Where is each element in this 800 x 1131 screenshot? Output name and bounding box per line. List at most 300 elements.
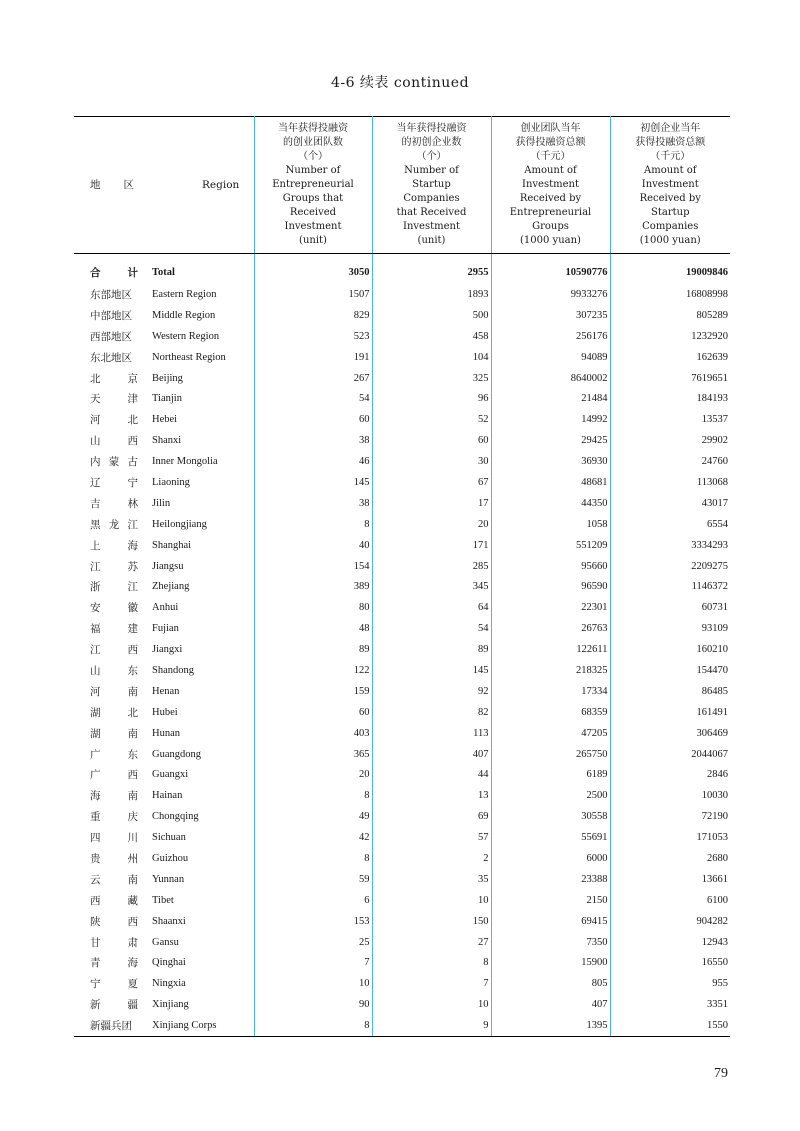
- region-name-zh-char: 北: [90, 372, 101, 385]
- region-name-zh-char: 辽: [90, 476, 101, 489]
- startups-count-cell: 2955: [372, 254, 491, 285]
- startups-count-cell: 8: [372, 953, 491, 974]
- col3-header-en: Investment: [522, 179, 579, 190]
- region-name-zh-char: 广: [90, 769, 101, 782]
- region-name-en: Jilin: [152, 497, 171, 509]
- region-cell: [74, 493, 254, 514]
- region-name-zh-char: 北: [127, 414, 138, 427]
- region-name-zh-char: 西部地区: [90, 330, 132, 343]
- region-name-zh-char: 海: [90, 790, 101, 803]
- region-name-zh-char: 湖: [90, 727, 101, 740]
- groups-amount-cell: 22301: [491, 597, 610, 618]
- groups-count-cell: 25: [254, 932, 372, 953]
- groups-count-cell: 59: [254, 869, 372, 890]
- groups-count-cell: 49: [254, 806, 372, 827]
- region-cell: [74, 660, 254, 681]
- region-name-zh: [74, 454, 138, 469]
- startups-amount-cell: 162639: [696, 351, 728, 363]
- region-name-zh-char: 湖: [90, 706, 101, 719]
- startups-amount-cell: 12943: [701, 936, 728, 948]
- startups-amount-cell: 6100: [707, 894, 728, 906]
- table-row: [74, 284, 730, 305]
- table-row: [74, 347, 730, 368]
- col4-header-en: Amount of: [643, 165, 697, 176]
- col4-header-zh3: （千元）: [650, 151, 691, 162]
- region-name-en: Liaoning: [152, 476, 190, 488]
- startups-amount-cell: 154470: [696, 664, 728, 676]
- region-cell: [74, 639, 254, 660]
- startups-count-cell: 89: [372, 639, 491, 660]
- col3-header-en: Entrepreneurial: [509, 207, 592, 218]
- region-name-zh-char: 京: [127, 372, 138, 385]
- groups-amount-cell: 21484: [491, 388, 610, 409]
- groups-amount-cell: 6000: [491, 848, 610, 869]
- groups-amount-cell: 36930: [491, 451, 610, 472]
- groups-count-cell: 389: [254, 576, 372, 597]
- col3-header-en: Amount of: [524, 165, 577, 176]
- region-name-en: Shandong: [152, 664, 194, 676]
- startups-amount-cell: 1146372: [691, 581, 728, 593]
- startups-count-cell: 10: [372, 890, 491, 911]
- col1-header-zh2: 的创业团队数: [283, 137, 343, 148]
- region-name-zh-char: 林: [127, 497, 138, 510]
- col2-header-en: Investment: [403, 221, 460, 232]
- col2-header-en: Startup: [412, 179, 451, 190]
- groups-count-cell: 10: [254, 973, 372, 994]
- region-name-zh: [74, 830, 138, 845]
- region-name-zh-char: 州: [127, 852, 138, 865]
- region-name-zh: [74, 600, 138, 615]
- region-name-zh: [74, 517, 138, 532]
- groups-amount-cell: 23388: [491, 869, 610, 890]
- col3-header-zh3: （千元）: [530, 151, 571, 162]
- col1-header-en: Groups that: [282, 193, 344, 204]
- startups-count-cell: 17: [372, 493, 491, 514]
- startups-count-cell: 458: [372, 326, 491, 347]
- region-name-en: Jiangsu: [152, 560, 184, 572]
- startups-amount-cell: 24760: [701, 456, 728, 468]
- groups-count-cell: 38: [254, 430, 372, 451]
- table-row: [74, 493, 730, 514]
- startups-amount-cell: 160210: [696, 644, 728, 656]
- startups-amount-cell: 10030: [701, 790, 728, 802]
- region-name-zh-char: 甘: [90, 936, 101, 949]
- region-name-zh-char: 龙: [108, 518, 120, 531]
- region-name-zh-char: 蒙: [108, 456, 120, 469]
- region-name-zh: [74, 579, 138, 594]
- region-name-zh-char: 东: [127, 748, 138, 761]
- region-name-en: Gansu: [152, 936, 179, 948]
- region-name-zh: [74, 1018, 138, 1033]
- region-name-zh: [74, 684, 138, 699]
- startups-count-cell: 30: [372, 451, 491, 472]
- groups-count-cell: 40: [254, 535, 372, 556]
- region-cell: [74, 785, 254, 806]
- table-row: [74, 848, 730, 869]
- region-name-zh: [74, 475, 138, 490]
- region-header-zh-2: 区: [123, 179, 134, 191]
- region-name-zh-char: 庆: [127, 811, 138, 824]
- table-row: [74, 451, 730, 472]
- region-name-zh: [74, 872, 138, 887]
- region-name-zh-char: 宁: [127, 476, 138, 489]
- groups-count-cell: 8: [254, 848, 372, 869]
- table-row: [74, 827, 730, 848]
- statistics-table-container: [74, 116, 730, 1037]
- region-header-zh-1: 地: [90, 179, 101, 191]
- startups-count-cell: 67: [372, 472, 491, 493]
- region-name-zh-char: 吉: [90, 497, 101, 510]
- region-cell: [74, 535, 254, 556]
- table-row: [74, 723, 730, 744]
- region-cell: [74, 953, 254, 974]
- groups-count-cell: 89: [254, 639, 372, 660]
- region-name-zh-char: 西: [90, 894, 101, 907]
- region-name-zh-char: 新: [90, 999, 101, 1012]
- groups-amount-cell: 9933276: [491, 284, 610, 305]
- region-name-zh: [74, 726, 138, 741]
- groups-amount-cell: 805: [491, 973, 610, 994]
- groups-amount-cell: 48681: [491, 472, 610, 493]
- table-row: [74, 556, 730, 577]
- groups-amount-cell: 17334: [491, 681, 610, 702]
- startups-amount-cell: 86485: [701, 685, 728, 697]
- col4-header-en: Companies: [642, 221, 699, 232]
- groups-count-cell: 267: [254, 368, 372, 389]
- region-name-zh: [74, 265, 138, 280]
- startups-amount-cell: 2209275: [691, 560, 728, 572]
- table-row: [74, 890, 730, 911]
- region-cell: [74, 254, 254, 285]
- region-name-zh: [74, 412, 138, 427]
- startups-amount-cell: 184193: [696, 393, 728, 405]
- col2-header-en: (unit): [417, 235, 446, 246]
- region-cell: [74, 994, 254, 1015]
- table-row: [74, 368, 730, 389]
- table-row: [74, 618, 730, 639]
- region-name-zh-char: 南: [127, 685, 138, 698]
- startups-amount-cell: 1550: [610, 1015, 730, 1036]
- groups-count-cell: 80: [254, 597, 372, 618]
- groups-count-cell: 38: [254, 493, 372, 514]
- region-cell: [74, 368, 254, 389]
- groups-amount-cell: 1395: [491, 1015, 610, 1036]
- groups-amount-cell: 218325: [491, 660, 610, 681]
- startups-amount-cell: 72190: [701, 811, 728, 823]
- groups-amount-cell: 26763: [491, 618, 610, 639]
- groups-amount-cell: 265750: [491, 744, 610, 765]
- startups-amount-cell: 7619651: [691, 372, 728, 384]
- region-cell: [74, 1015, 254, 1036]
- table-row: [74, 326, 730, 347]
- table-row: [74, 702, 730, 723]
- region-cell: [74, 744, 254, 765]
- region-cell: [74, 890, 254, 911]
- col4-header-zh2: 获得投融资总额: [635, 137, 706, 148]
- region-name-en: Heilongjiang: [152, 518, 207, 530]
- groups-count-cell: 7: [254, 953, 372, 974]
- region-name-en: Northeast Region: [152, 351, 226, 363]
- startups-count-cell: 171: [372, 535, 491, 556]
- region-column-header: [74, 117, 254, 254]
- region-name-zh: [74, 663, 138, 678]
- col2-header-zh2: 的初创企业数: [401, 137, 462, 148]
- region-cell: [74, 284, 254, 305]
- region-cell: [74, 576, 254, 597]
- region-name-zh-char: 江: [127, 518, 138, 531]
- startups-count-cell: 104: [372, 347, 491, 368]
- table-row: [74, 869, 730, 890]
- region-cell: [74, 451, 254, 472]
- col3-header-en: (1000 yuan): [520, 235, 581, 246]
- region-cell: [74, 932, 254, 953]
- groups-amount-cell: 7350: [491, 932, 610, 953]
- region-name-en: Tibet: [152, 894, 174, 906]
- region-name-zh-char: 四: [90, 832, 101, 845]
- col3-header-en: Groups: [532, 221, 569, 232]
- table-row: [74, 597, 730, 618]
- groups-count-cell: 90: [254, 994, 372, 1015]
- table-row: [74, 409, 730, 430]
- region-name-zh-char: 东: [127, 664, 138, 677]
- region-cell: [74, 848, 254, 869]
- region-name-zh-char: 津: [127, 393, 138, 406]
- table-row: [74, 932, 730, 953]
- startups-amount-cell: 2846: [707, 769, 728, 781]
- region-name-zh-char: 重: [90, 811, 101, 824]
- col3-header-zh2: 获得投融资总额: [515, 137, 586, 148]
- region-name-zh-char: 西: [127, 915, 138, 928]
- region-name-zh-char: 贵: [90, 852, 101, 865]
- region-cell: [74, 388, 254, 409]
- col1-header-en: (unit): [299, 235, 327, 246]
- region-name-zh: [74, 559, 138, 574]
- region-name-en: Middle Region: [152, 309, 216, 321]
- table-row: [74, 806, 730, 827]
- region-name-zh-char: 河: [90, 414, 101, 427]
- startups-amount-cell: 161491: [696, 706, 728, 718]
- table-row: [74, 430, 730, 451]
- groups-amount-cell: 29425: [491, 430, 610, 451]
- table-row: [74, 744, 730, 765]
- groups-amount-cell: 1058: [491, 514, 610, 535]
- groups-amount-cell: 55691: [491, 827, 610, 848]
- region-name-en: Sichuan: [152, 832, 186, 844]
- groups-amount-cell: 307235: [491, 305, 610, 326]
- startups-amount-cell: 955: [712, 978, 728, 990]
- groups-amount-cell: 44350: [491, 493, 610, 514]
- col-header-groups-count: [254, 117, 372, 254]
- groups-count-cell: 159: [254, 681, 372, 702]
- table-row: [74, 994, 730, 1015]
- region-name-zh-char: 东北地区: [90, 351, 132, 364]
- region-name-zh: [74, 391, 138, 406]
- col2-header-en: Number of: [404, 165, 459, 176]
- col2-header-en: Companies: [403, 193, 460, 204]
- table-row: [74, 681, 730, 702]
- col-header-groups-amount: [491, 117, 610, 254]
- groups-count-cell: 60: [254, 702, 372, 723]
- startups-count-cell: 1893: [372, 284, 491, 305]
- region-name-zh-char: 南: [127, 790, 138, 803]
- statistics-table: [74, 116, 730, 1037]
- region-name-en: Anhui: [152, 602, 179, 614]
- table-row: [74, 764, 730, 785]
- region-name-en: Henan: [152, 685, 180, 697]
- col4-header-en: (1000 yuan): [639, 235, 701, 246]
- region-name-zh-char: 江: [90, 644, 101, 657]
- startups-amount-cell: 1232920: [691, 330, 728, 342]
- region-name-zh-char: 西: [127, 769, 138, 782]
- region-name-zh-char: 黑: [90, 518, 101, 531]
- groups-count-cell: 48: [254, 618, 372, 639]
- region-name-zh-char: 藏: [127, 894, 138, 907]
- startups-count-cell: 9: [372, 1015, 491, 1036]
- region-name-en: Xinjiang Corps: [152, 1020, 217, 1032]
- groups-count-cell: 403: [254, 723, 372, 744]
- col4-header-en: Startup: [651, 207, 690, 218]
- region-cell: [74, 347, 254, 368]
- region-name-en: Guangxi: [152, 769, 189, 781]
- startups-count-cell: 345: [372, 576, 491, 597]
- region-name-zh-char: 夏: [127, 978, 138, 991]
- table-row: [74, 576, 730, 597]
- region-name-zh-char: 天: [90, 393, 101, 406]
- groups-count-cell: 1507: [254, 284, 372, 305]
- region-name-en: Ningxia: [152, 978, 186, 990]
- groups-count-cell: 6: [254, 890, 372, 911]
- region-name-zh-char: 陕: [90, 915, 101, 928]
- region-cell: [74, 723, 254, 744]
- region-cell: [74, 597, 254, 618]
- startups-count-cell: 285: [372, 556, 491, 577]
- region-name-zh: [74, 329, 138, 344]
- region-name-zh: [74, 621, 138, 636]
- region-name-zh-char: 河: [90, 685, 101, 698]
- startups-count-cell: 325: [372, 368, 491, 389]
- startups-amount-cell: 904282: [696, 915, 728, 927]
- region-name-zh-char: 西: [127, 435, 138, 448]
- startups-count-cell: 27: [372, 932, 491, 953]
- groups-amount-cell: 94089: [491, 347, 610, 368]
- region-name-zh-char: 云: [90, 873, 101, 886]
- startups-count-cell: 500: [372, 305, 491, 326]
- groups-count-cell: 20: [254, 764, 372, 785]
- col3-header-en: Received by: [519, 193, 582, 204]
- groups-count-cell: 145: [254, 472, 372, 493]
- groups-amount-cell: 95660: [491, 556, 610, 577]
- region-name-zh: [74, 350, 138, 365]
- groups-amount-cell: 15900: [491, 953, 610, 974]
- region-name-zh: [74, 538, 138, 553]
- region-name-zh-char: 川: [127, 832, 138, 845]
- startups-count-cell: 64: [372, 597, 491, 618]
- region-name-zh: [74, 767, 138, 782]
- col1-header-en: Received: [289, 207, 337, 218]
- startups-amount-cell: 171053: [696, 832, 728, 844]
- groups-count-cell: 42: [254, 827, 372, 848]
- region-name-zh: [74, 433, 138, 448]
- table-body: [74, 254, 730, 1037]
- region-name-zh: [74, 705, 138, 720]
- groups-amount-cell: 47205: [491, 723, 610, 744]
- groups-amount-cell: 256176: [491, 326, 610, 347]
- groups-count-cell: 60: [254, 409, 372, 430]
- region-cell: [74, 472, 254, 493]
- startups-amount-cell: 113068: [696, 476, 728, 488]
- region-name-zh-char: 新疆兵团: [90, 1020, 132, 1033]
- groups-amount-cell: 30558: [491, 806, 610, 827]
- region-name-zh-char: 福: [90, 623, 101, 636]
- region-cell: [74, 702, 254, 723]
- startups-count-cell: 2: [372, 848, 491, 869]
- region-name-zh-char: 浙: [90, 581, 101, 594]
- groups-amount-cell: 6189: [491, 764, 610, 785]
- region-name-zh-char: 合: [90, 266, 101, 279]
- startups-amount-cell: 13661: [701, 873, 728, 885]
- groups-amount-cell: 96590: [491, 576, 610, 597]
- startups-count-cell: 407: [372, 744, 491, 765]
- region-name-zh-char: 古: [127, 456, 138, 469]
- startups-count-cell: 145: [372, 660, 491, 681]
- region-name-zh: [74, 893, 138, 908]
- region-name-zh: [74, 371, 138, 386]
- region-name-zh-char: 广: [90, 748, 101, 761]
- region-name-en: Zhejiang: [152, 581, 190, 593]
- region-name-zh-char: 海: [127, 957, 138, 970]
- groups-amount-cell: 8640002: [491, 368, 610, 389]
- region-cell: [74, 556, 254, 577]
- startups-amount-cell: 60731: [701, 602, 728, 614]
- region-cell: [74, 326, 254, 347]
- region-name-zh: [74, 308, 138, 323]
- table-row: [74, 514, 730, 535]
- groups-amount-cell: 10590776: [491, 254, 610, 285]
- region-name-en: Hainan: [152, 790, 183, 802]
- groups-count-cell: 154: [254, 556, 372, 577]
- groups-count-cell: 829: [254, 305, 372, 326]
- col2-header-zh1: 当年获得投融资: [396, 123, 467, 134]
- region-name-zh-char: 南: [127, 727, 138, 740]
- region-cell: [74, 305, 254, 326]
- region-cell: [74, 911, 254, 932]
- startups-amount-cell: 306469: [696, 727, 728, 739]
- region-name-en: Qinghai: [152, 957, 186, 969]
- region-name-zh: [74, 955, 138, 970]
- startups-amount-cell: 2044067: [691, 748, 728, 760]
- region-name-en: Total: [152, 266, 175, 278]
- col4-header-en: Received by: [639, 193, 701, 204]
- region-name-zh-char: 上: [90, 539, 101, 552]
- startups-amount-cell: 2680: [707, 852, 728, 864]
- col1-header-en: Entrepreneurial: [272, 179, 354, 190]
- startups-amount-cell: 93109: [701, 623, 728, 635]
- region-name-en: Beijing: [152, 372, 183, 384]
- region-name-en: Jiangxi: [152, 644, 183, 656]
- startups-amount-cell: 805289: [696, 309, 728, 321]
- startups-amount-cell: 3334293: [691, 539, 728, 551]
- groups-count-cell: 3050: [254, 254, 372, 285]
- table-row: [74, 639, 730, 660]
- region-header-en: Region: [202, 179, 240, 191]
- col3-header-zh1: 创业团队当年: [520, 123, 581, 134]
- groups-count-cell: 8: [254, 514, 372, 535]
- region-name-zh-char: 山: [90, 435, 101, 448]
- region-cell: [74, 869, 254, 890]
- region-name-zh: [74, 287, 138, 302]
- startups-amount-cell: 13537: [701, 414, 728, 426]
- col1-header-en: Investment: [284, 221, 342, 232]
